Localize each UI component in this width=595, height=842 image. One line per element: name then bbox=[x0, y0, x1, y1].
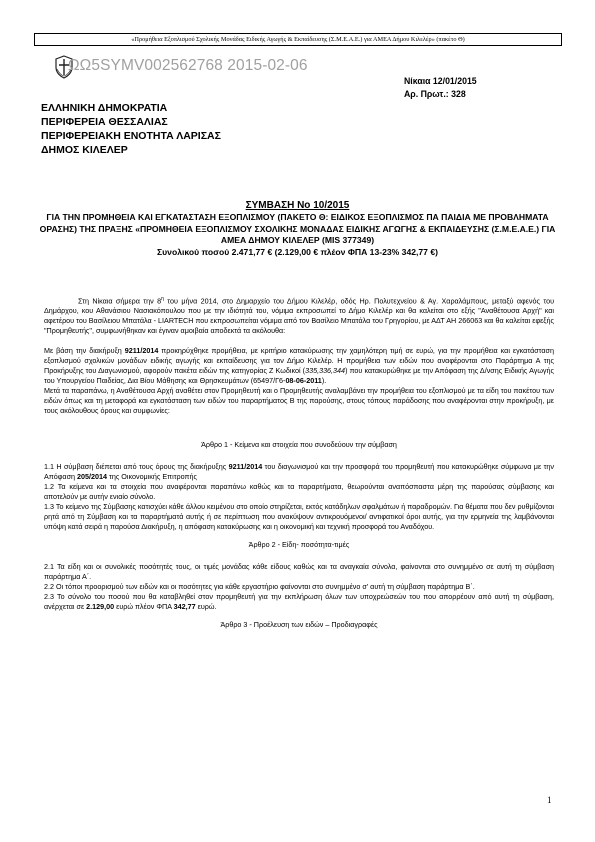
clause-2-2: 2.2 Οι τόποι προορισμού των ειδών και οι ποσότητες για κάθε εργαστήριο φαίνονται στο συνημμένο σ' αυτή τη σύμβαση παράρτημα Β΄. bbox=[44, 582, 475, 592]
item-codes: 335,336,344 bbox=[305, 366, 346, 376]
article-2-title: Άρθρο 2 - Είδη- ποσότητα-τιμές bbox=[248, 540, 350, 550]
date-reference-block bbox=[404, 75, 477, 101]
contract-subject: ΓΙΑ ΤΗΝ ΠΡΟΜΗΘΕΙΑ ΚΑΙ ΕΓΚΑΤΑΣΤΑΣΗ ΕΞΟΠΛΙΣΜΟΥ (ΠΑΚΕΤΟ Θ: ΕΙΔΙΚΟΣ ΕΞΟΠΛΙΣΜΟΣ ΠΑ ΠΑΙΔΙΑ ΜΕ ΠΡΟΒΛΗΜΑΤΑ ΟΡΑΣΗΣ) ΤΗΣ ΠΡΑΞΗΣ «ΠΡΟΜΗΘΕΙΑ ΕΞΟΠΛΙΣΜΟΥ ΣΧΟΛΙΚΗΣ ΜΟΝΑΔΑΣ ΕΙΔΙΚΗΣ ΑΓΩΓΗΣ & ΕΚΠΑΙΔΕΥΣΗΣ (Σ.Μ.Ε.Α.Ε.) ΓΙΑ ΑΜΕΑ ΔΗΜΟΥ ΚΙΛΕΛΕΡ (MIS 377349) bbox=[39, 212, 556, 245]
intro-paragraph bbox=[44, 294, 554, 336]
vat-amount: 342,77 bbox=[173, 602, 196, 612]
clause-1-3: 1.3 Το κείμενο της Σύμβασης κατισχύει κάθε άλλου κειμένου στο οποίο στηρίζεται, εκτός κατάδηλων σφαλμάτων ή παραδρομών. Για θέματα που δεν ρυθμίζονται ρητά από τη Σύμβαση και τα παραρτήματά αυτής ή σε περίπτωση που ανακύψουν αντικρουόμενοι/ αντιφατικοί όροι αυτής, για την ερμηνεία της λαμβάνονται υπόψη κατά σειρά η παρούσα Διακήρυξη, η απόφαση κατακύρωσης και η οικονομική και τεχνική προσφορά του Αναδόχου. bbox=[44, 502, 554, 532]
contract-heading bbox=[38, 200, 557, 258]
text-span: Με βάση την διακήρυξη bbox=[44, 346, 125, 356]
superscript: η bbox=[161, 296, 164, 302]
contract-amount: Συνολικού ποσού 2.471,77 € (2.129,00 € πλέον ΦΠΑ 13-23% 342,77 €) bbox=[157, 246, 438, 257]
text-span: 1.1 Η σύμβαση διέπεται από τους όρους της διακήρυξης bbox=[44, 462, 229, 472]
ada-watermark: ΩΩ5SYMV002562768 2015-02-06 bbox=[68, 57, 308, 74]
text-span: της Οικονομικής Επιτροπής bbox=[106, 472, 197, 482]
net-amount: 2.129,00 bbox=[86, 602, 115, 612]
clause-1-2: 1.2 Τα κείμενα και τα στοιχεία που αναφέρονται παραπάνω καθώς και τα παραρτήματα, θεωρούνται αναπόσπαστα μέρη της παρούσας σύμβασης και αποτελούν με αυτήν ενιαίο σύνολο. bbox=[44, 482, 554, 502]
tender-number: 9211/2014 bbox=[124, 346, 159, 356]
text-span: προκηρύχθηκε προμήθεια, με κριτήριο κατακύρωσης την χαμηλότερη τιμή σε ευρώ, για την προμήθεια και εγκατάσταση εξοπλισμού σχολικών μονάδων ειδικής αγωγής και εκπαίδευσης για τον Δήμο Κιλελέρ. Η προμήθεια των ειδών που αναφέρονται στο Παράρτημα Α της Προκήρυξης του Διαγωνισμού, αφορούν πακέτα ειδών της κατηγορίας Ζ Κωδικοί ( bbox=[44, 346, 554, 376]
contract-title: ΣΥΜΒΑΣΗ Νο 10/2015 bbox=[245, 200, 350, 211]
text-span: Στη Νίκαια σήμερα την 8 bbox=[78, 296, 162, 306]
authority-line: ΠΕΡΙΦΕΡΕΙΑ ΘΕΣΣΑΛΙΑΣ bbox=[41, 116, 168, 128]
authority-line: ΔΗΜΟΣ ΚΙΛΕΛΕΡ bbox=[41, 144, 128, 156]
date-line: Νίκαια 12/01/2015 bbox=[404, 76, 477, 87]
text-span: ευρώ πλέον ΦΠΑ bbox=[114, 602, 174, 612]
text-span: ) που κατακυρώθηκε με την Απόφαση της Δ/νσης Ειδικής Αγωγής του Υπουργείου Παιδείας, Δια Βίου Μάθησης και Θρησκευμάτων (65497/Γ6- bbox=[44, 366, 554, 386]
text-span: ευρώ. bbox=[195, 602, 217, 612]
assignment-paragraph: Μετά τα παραπάνω, η Αναθέτουσα Αρχή αναθέτει στον Προμηθευτή και ο Προμηθευτής αναλαμβάνει την προμήθεια του εξοπλισμού με τα είδη του πακέτου των ειδών όπως και τη μεταφορά και εγκατάσταση των ειδών του παραρτήματος Β της παρούσης, στους τόπους παράδοσης που αναφέρονται στην προκήρυξη, με τους ακόλουθους όρους και συμφωνίες: bbox=[44, 386, 554, 416]
issuing-authority bbox=[41, 101, 221, 157]
authority-line: ΕΛΛΗΝΙΚΗ ΔΗΜΟΚΡΑΤΙΑ bbox=[41, 102, 168, 114]
decision-number: 205/2014 bbox=[77, 472, 107, 482]
clause-1-1 bbox=[44, 462, 554, 482]
text-span: του μήνα 2014, στο Δημαρχείο του Δήμου Κιλελέρ, οδός Ηρ. Πολυτεχνείου & Αγ. Χαραλάμπους, μεταξύ αφενός του Δημάρχου, κου Αθανάσιου Νασιακόπουλου που με την ιδιότητά του, νόμιμα εκπροσωπεί το Δήμο Κιλελέρ και θα καλείται στο εξής "Αναθέτουσα Αρχή" και αφετέρου του Βασίλειου Μπατάλα - LIARTECH που εκπροσωπείται νόμιμα από τον Βασίλειο Μπατάλα του Γρηγορίου, με ΑΔΤ ΑΗ 266063 και θα καλείται εφεξής "Προμηθευτής", συμφωνήθηκαν και έγιναν αμοιβαία αποδεκτά τα ακόλουθα: bbox=[44, 296, 554, 336]
contract-body bbox=[44, 294, 554, 630]
page-number: 1 bbox=[547, 795, 552, 805]
article-3-title: Άρθρο 3 - Προέλευση των ειδών – Προδιαγραφές bbox=[220, 620, 378, 630]
text-span: ). bbox=[321, 376, 327, 386]
clause-2-3 bbox=[44, 592, 554, 612]
protocol-line: Αρ. Πρωτ.: 328 bbox=[404, 89, 466, 100]
decision-date: 08-06-2011 bbox=[285, 376, 322, 386]
clause-2-1: 2.1 Τα είδη και οι συνολικές ποσότητές τους, οι τιμές μονάδας κάθε είδους καθώς και τα αναγκαία σύνολα, φαίνονται στο συνημμένο σε αυτή τη σύμβαση παράρτημα Α΄. bbox=[44, 562, 554, 582]
tender-paragraph bbox=[44, 346, 554, 386]
running-header: «Προμήθεια Εξοπλισμού Σχολικής Μονάδας Ειδικής Αγωγής & Εκπαίδευσης (Σ.Μ.Ε.Α.Ε.) για ΑΜΕΑ Δήμου Κιλελέρ» (πακέτο Θ) bbox=[34, 33, 562, 46]
text-span: 2.3 Το σύνολο του ποσού που θα καταβληθεί στον προμηθευτή για την εκπλήρωση όλων των υποχρεώσεών του που απορρέουν από αυτή τη σύμβαση, ανέρχεται σε bbox=[44, 592, 554, 612]
authority-line: ΠΕΡΙΦΕΡΕΙΑΚΗ ΕΝΟΤΗΤΑ ΛΑΡΙΣΑΣ bbox=[41, 130, 221, 142]
tender-number: 9211/2014 bbox=[228, 462, 263, 472]
article-1-title: Άρθρο 1 - Κείμενα και στοιχεία που συνοδεύουν την σύμβαση bbox=[201, 440, 397, 450]
text-span: του διαγωνισμού και την προσφορά του προμηθευτή που κατακυρώθηκε σύμφωνα με την Απόφαση bbox=[44, 462, 554, 482]
